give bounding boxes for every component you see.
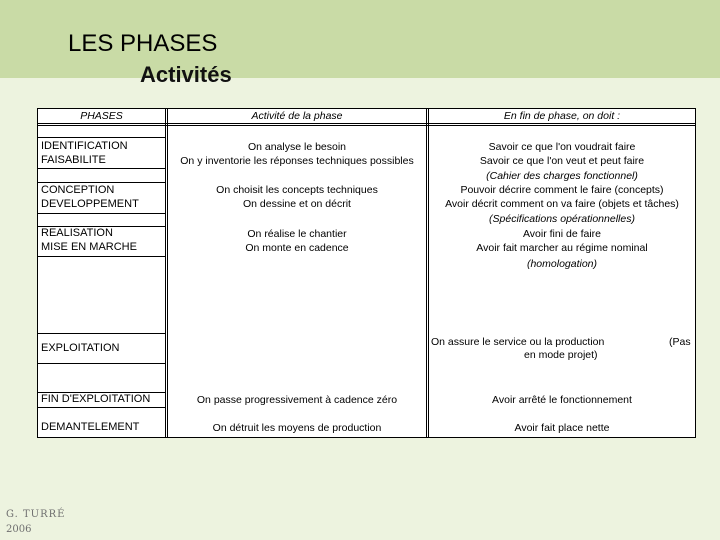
outcome-text: (Pas — [669, 336, 691, 348]
phases-table — [37, 108, 696, 438]
row-divider — [38, 168, 165, 169]
row-divider — [38, 256, 165, 257]
slide-title: LES PHASES — [68, 30, 218, 57]
header-divider — [38, 123, 695, 124]
activity-text: On y inventorie les réponses techniques possibles — [180, 155, 414, 167]
outcome-note: (homologation) — [526, 258, 598, 270]
outcome-text: en mode projet) — [524, 349, 598, 361]
activity-text: On monte en cadence — [245, 242, 349, 254]
activity-text: On détruit les moyens de production — [212, 422, 382, 434]
activity-text: On dessine et on décrit — [243, 198, 351, 210]
outcome-text: Avoir arrêté le fonctionnement — [492, 394, 632, 406]
row-divider — [38, 213, 165, 214]
activity-text: On réalise le chantier — [247, 228, 347, 240]
phase-exploitation: EXPLOITATION — [41, 342, 120, 354]
outcome-text: Avoir fait marcher au régime nominal — [476, 242, 648, 254]
phase-fin-exploitation: FIN D'EXPLOITATION — [41, 393, 151, 405]
footer-author: G. TURRÉ — [6, 509, 66, 520]
phase-identification: IDENTIFICATION — [41, 140, 128, 152]
row-divider — [38, 363, 165, 364]
row-divider — [38, 407, 165, 408]
activity-text: On analyse le besoin — [247, 141, 347, 153]
row-divider — [38, 182, 165, 183]
outcome-text: Avoir décrit comment on va faire (objets et tâches) — [445, 198, 679, 210]
outcome-text: Avoir fini de faire — [522, 228, 601, 240]
phase-developpement: DEVELOPPEMENT — [41, 198, 139, 210]
footer-year: 2006 — [6, 524, 32, 535]
header-outcome: En fin de phase, on doit : — [503, 110, 621, 122]
outcome-text: Savoir ce que l'on voudrait faire — [488, 141, 636, 153]
activity-text: On passe progressivement à cadence zéro — [196, 394, 398, 406]
phase-faisabilite: FAISABILITE — [41, 154, 106, 166]
header-phases: PHASES — [80, 110, 123, 122]
row-divider — [38, 333, 165, 334]
column-divider — [165, 109, 166, 437]
outcome-note: (Cahier des charges fonctionnel) — [486, 170, 638, 182]
outcome-text: Pouvoir décrire comment le faire (concepts) — [460, 184, 664, 196]
phase-realisation: REALISATION — [41, 227, 113, 239]
phase-mise-en-marche: MISE EN MARCHE — [41, 241, 137, 253]
outcome-text: Savoir ce que l'on veut et peut faire — [479, 155, 645, 167]
header-activity: Activité de la phase — [251, 110, 343, 122]
row-divider — [38, 137, 165, 138]
activity-text: On choisit les concepts techniques — [216, 184, 378, 196]
phase-demantelement: DEMANTELEMENT — [41, 421, 140, 433]
outcome-text: Avoir fait place nette — [514, 422, 610, 434]
outcome-text: On assure le service ou la production — [431, 336, 605, 348]
phase-conception: CONCEPTION — [41, 184, 115, 196]
outcome-note: (Spécifications opérationnelles) — [489, 213, 635, 225]
slide-subtitle: Activités — [140, 62, 232, 87]
header-divider — [38, 125, 695, 126]
column-divider — [426, 109, 427, 437]
